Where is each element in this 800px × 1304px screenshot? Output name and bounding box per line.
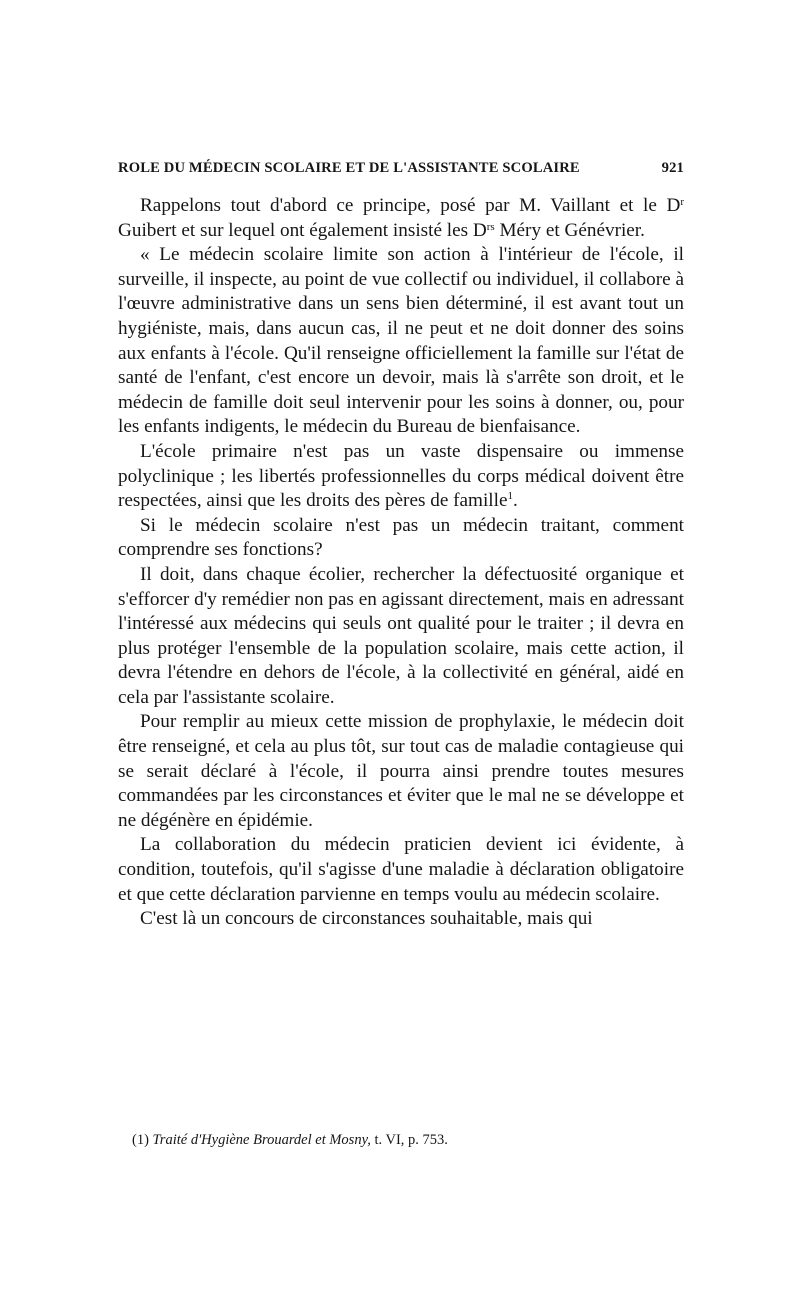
paragraph-text: . <box>512 490 518 512</box>
paragraph-text: Guibert et sur lequel ont également insisté les D <box>118 219 487 241</box>
superscript: r <box>680 196 684 208</box>
running-title: ROLE DU MÉDECIN SCOLAIRE ET DE L'ASSISTANTE SCOLAIRE <box>118 160 580 176</box>
page-number: 921 <box>661 160 684 176</box>
footnote <box>132 1132 672 1149</box>
footnote-number: (1) <box>132 1132 149 1148</box>
body-text <box>118 194 684 932</box>
paragraph: Il doit, dans chaque écolier, rechercher la défectuosité organique et s'efforcer d'y remédier non pas en agissant directement, mais en adressant l'intéressé aux médecins qui seuls ont qualité pour le traiter ; il devra en plus protéger l'ensemble de la population scolaire, mais cette action, il devra l'étendre en dehors de l'école, à la collectivité en général, aidé en cela par l'assistante scolaire. <box>118 563 684 708</box>
running-header <box>118 160 684 177</box>
footnote-reference: 1 <box>507 490 513 503</box>
paragraph: La collaboration du médecin praticien devient ici évidente, à condition, toutefois, qu'il s'agisse d'une maladie à déclaration obligatoire et que cette déclaration parvienne en temps voulu au médecin scolaire. <box>118 834 684 905</box>
footnote-title: Traité d'Hygiène Brouardel et Mosny, <box>152 1132 371 1148</box>
paragraph-text: Méry et Génévrier. <box>494 219 645 241</box>
paragraph: « Le médecin scolaire limite son action à l'intérieur de l'école, il surveille, il inspecte, au point de vue collectif ou individuel, il collabore à l'œuvre administrative dans un sens bien déterminé, il est avant tout un hygiéniste, mais, dans aucun cas, il ne peut et ne doit donner des soins aux enfants à l'école. Qu'il renseigne officiellement la famille sur l'état de santé de l'enfant, c'est encore un devoir, mais là s'arrête son droit, et le médecin de famille doit seul intervenir pour les soins à donner, ou, pour les enfants indigents, le médecin du Bureau de bienfaisance. <box>118 244 684 438</box>
paragraph <box>118 194 684 243</box>
paragraph: Pour remplir au mieux cette mission de prophylaxie, le médecin doit être renseigné, et cela au plus tôt, sur tout cas de maladie contagieuse qui se serait déclaré à l'école, il pourra ainsi prendre toutes mesures commandées par les circonstances et éviter que le mal ne se développe et ne dégénère en épidémie. <box>118 711 684 831</box>
paragraph-text: Rappelons tout d'abord ce principe, posé par M. Vaillant et le D <box>140 195 681 216</box>
paragraph <box>118 440 684 514</box>
paragraph: C'est là un concours de circonstances souhaitable, mais qui <box>140 908 593 930</box>
paragraph: Si le médecin scolaire n'est pas un médecin traitant, comment comprendre ses fonctions? <box>118 514 684 561</box>
paragraph-text: L'école primaire n'est pas un vaste dispensaire ou immense polyclinique ; les libertés professionnelles du corps médical doivent être respectées, ainsi que les droits des pères de famille <box>118 440 684 512</box>
superscript: rs <box>486 220 495 233</box>
footnote-reference-text: t. VI, p. 753. <box>370 1132 448 1148</box>
